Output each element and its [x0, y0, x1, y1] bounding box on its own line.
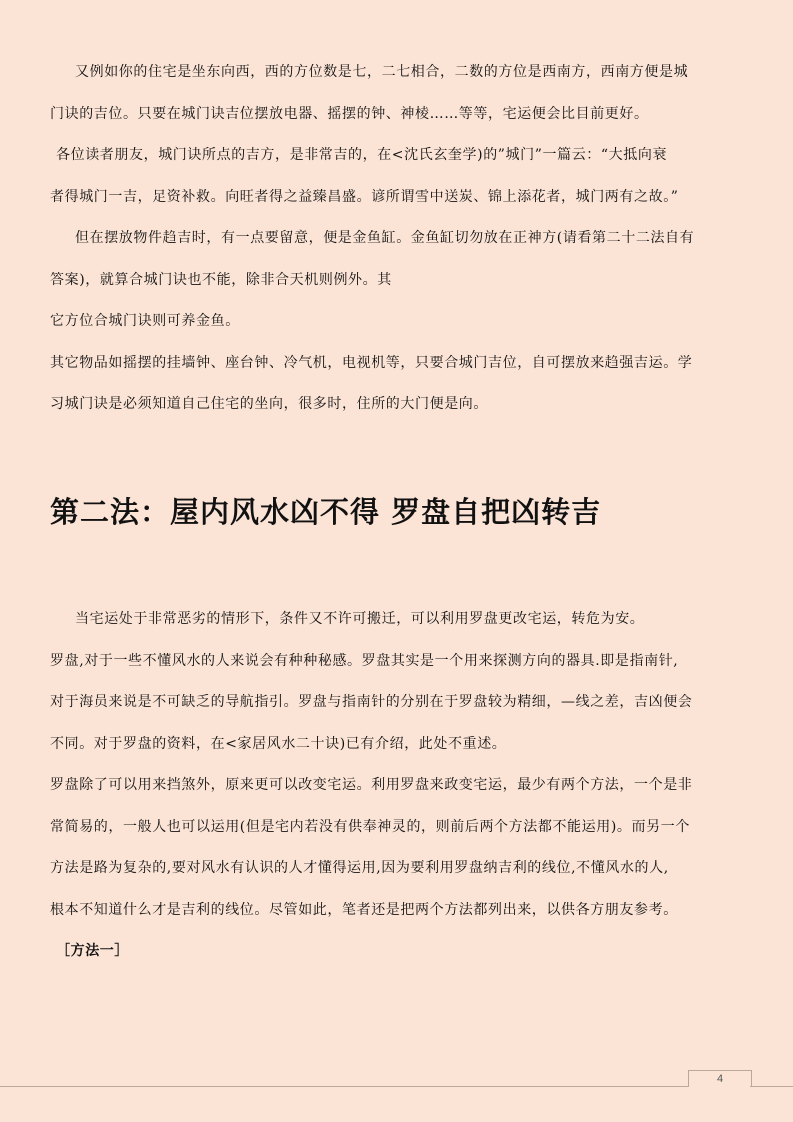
paragraph: 答案)，就算合城门诀也不能，除非合天机则例外。其 [50, 271, 392, 288]
body-top [50, 52, 750, 426]
paragraph: 其它物品如摇摆的挂墙钟、座台钟、冷气机，电视机等，只要合城门吉位，自可摆放来趋强吉运。学 [50, 354, 693, 371]
paragraph: 根本不知道什么才是吉利的线位。尽管如此，笔者还是把两个方法都列出来，以供各方朋友参考。 [50, 901, 678, 918]
paragraph: 当宅运处于非常恶劣的情形下，条件又不许可搬迁，可以利用罗盘更改宅运，转危为安。 [75, 611, 645, 627]
paragraph: 方法是路为复杂的,要对风水有认识的人才懂得运用,因为要利用罗盘纳吉利的线位,不懂风水的人, [50, 860, 669, 876]
paragraph: 罗盘除了可以用来挡煞外，原来更可以改变宅运。利用罗盘来政变宅运，最少有两个方法，一个是非 [50, 777, 693, 793]
paragraph: 它方位合城门诀则可养金鱼。 [50, 313, 240, 329]
paragraph: 不同。对于罗盘的资料，在<家居风水二十诀)已有介绍，此处不重述。 [50, 735, 507, 752]
footer-rule [750, 1086, 793, 1087]
paragraph: 但在摆放物件趋吉时，有一点要留意，便是金鱼缸。金鱼缸切勿放在正神方(请看第二十二法自有 [75, 230, 695, 246]
paragraph: 罗盘,对于一些不懂风水的人来说会有种种秘感。罗盘其实是一个用来探测方向的器具.即是指南针, [50, 652, 679, 669]
paragraph: 对于海员来说是不可缺乏的导航指引。罗盘与指南针的分别在于罗盘较为精细，—线之差，吉凶便会 [50, 694, 693, 710]
page-number: 4 [688, 1070, 752, 1087]
paragraph: 常简易的，一般人也可以运用(但是宅内若没有供奉神灵的，则前后两个方法都不能运用)。而另一个 [50, 818, 690, 835]
footer-rule [0, 1086, 688, 1087]
paragraph: 又例如你的住宅是坐东向西，西的方位数是七，二七相合，二数的方位是西南方，西南方便是城 [75, 64, 689, 80]
paragraph: 习城门诀是必须知道自己住宅的坐向，很多时，住所的大门便是向。 [50, 396, 488, 412]
paragraph: 门诀的吉位。只要在城门诀吉位摆放电器、摇摆的钟、神棱……等等，宅运便会比目前更好。 [50, 105, 649, 122]
paragraph: 者得城门一吉，足资补救。向旺者得之益臻昌盛。谚所谓雪中送炭、锦上添花者，城门两有之故。” [50, 188, 679, 205]
paragraph: 各位读者朋友，城门诀所点的吉方，是非常吉的，在<沈氏玄奎学)的”城门”一篇云：“大抵向衰 [56, 147, 668, 163]
body-bottom [50, 599, 750, 973]
section-heading: 第二法：屋内风水凶不得 罗盘自把凶转吉 [50, 495, 602, 529]
method-label: ［方法一］ [56, 943, 129, 959]
